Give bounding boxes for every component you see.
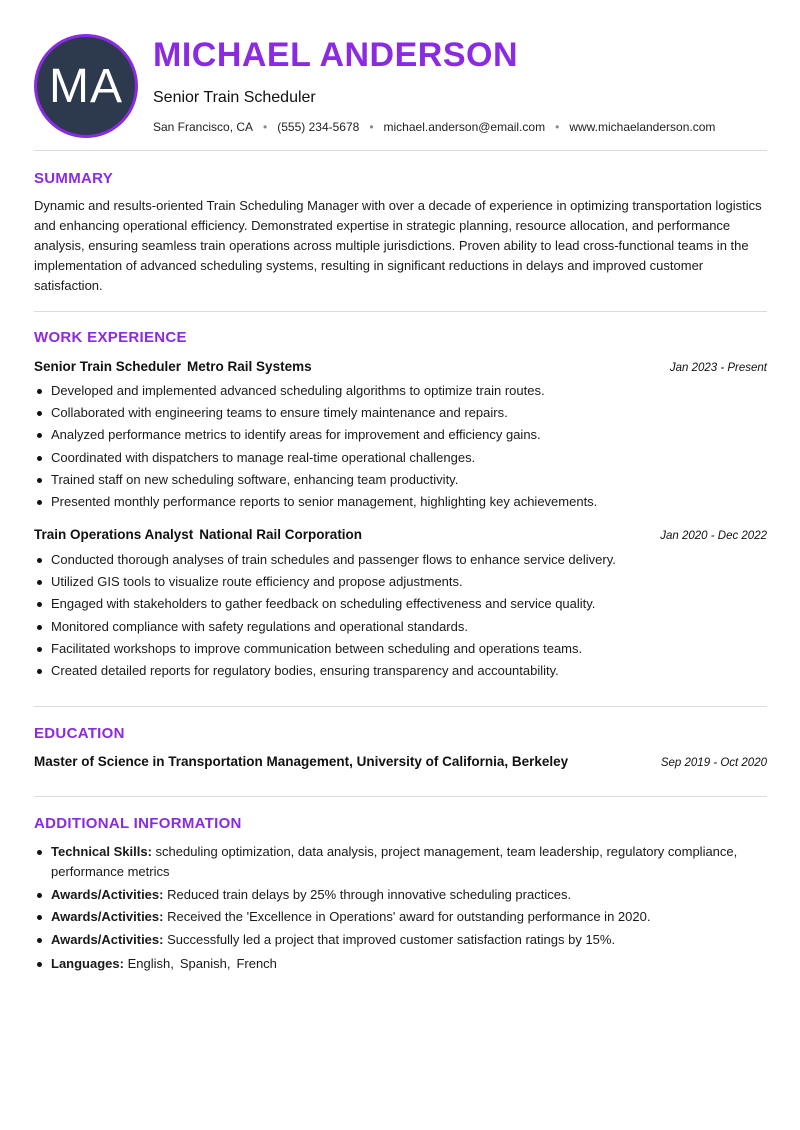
list-item: Monitored compliance with safety regulations and operational standards. xyxy=(34,616,767,638)
job-title xyxy=(34,359,312,374)
language: English, xyxy=(127,955,174,971)
summary-text: Dynamic and results-oriented Train Scheduling Manager with over a decade of experience in optimizing transportation logistics and enhancing operational efficiency. Demonstrated expertise in strategic planning, resource allocation, and performance analysis, ensuring seamless train operations across multiple jurisdictions. Proven ability to lead cross-functional teams in the implementation of advanced scheduling systems, resulting in significant reductions in delays and improved customer satisfaction. xyxy=(34,198,762,293)
job-company: National Rail Corporation xyxy=(199,527,363,542)
item-text: scheduling optimization, data analysis, project management, team leadership, regulatory compliance, performance metrics xyxy=(51,844,738,879)
item-text: Successfully led a project that improved customer satisfaction ratings by 15%. xyxy=(167,931,616,947)
contact-website[interactable]: www.michaelanderson.com xyxy=(569,120,716,134)
job-bullets xyxy=(34,380,767,513)
item-text: Reduced train delays by 25% through innovative scheduling practices. xyxy=(167,886,572,902)
languages-label: Languages: xyxy=(51,955,124,971)
additional-list xyxy=(34,842,767,976)
job-bullets xyxy=(34,549,767,682)
list-item: Facilitated workshops to improve communication between scheduling and operations teams. xyxy=(34,638,767,660)
contact-phone: (555) 234-5678 xyxy=(277,120,360,134)
avatar xyxy=(34,34,138,138)
divider xyxy=(34,150,767,151)
list-item: Coordinated with dispatchers to manage real-time operational challenges. xyxy=(34,447,767,469)
divider xyxy=(34,706,767,707)
list-item xyxy=(34,930,767,950)
item-text: Received the 'Excellence in Operations' award for outstanding performance in 2020. xyxy=(167,909,651,924)
language: French xyxy=(236,955,277,971)
candidate-name: MICHAEL ANDERSON xyxy=(153,36,519,74)
list-item: Presented monthly performance reports to senior management, highlighting key achievements. xyxy=(34,491,767,513)
experience-heading: WORK EXPERIENCE xyxy=(34,329,187,346)
bullet-separator: • xyxy=(369,120,374,134)
item-label: Awards/Activities: xyxy=(51,886,164,902)
job-dates: Jan 2020 - Dec 2022 xyxy=(660,530,767,542)
contact-bar xyxy=(153,120,753,134)
list-item xyxy=(34,842,767,882)
item-label: Awards/Activities: xyxy=(51,909,164,924)
job-dates: Jan 2023 - Present xyxy=(669,362,767,374)
avatar-initials: MA xyxy=(49,59,123,113)
job-position: Senior Train Scheduler xyxy=(34,359,182,374)
additional-heading: ADDITIONAL INFORMATION xyxy=(34,815,242,832)
list-item: Engaged with stakeholders to gather feedback on scheduling effectiveness and service quality. xyxy=(34,593,767,615)
item-label: Awards/Activities: xyxy=(51,931,164,947)
candidate-role: Senior Train Scheduler xyxy=(153,89,316,106)
contact-location: San Francisco, CA xyxy=(153,120,254,134)
bullet-separator: • xyxy=(263,120,268,134)
job-header xyxy=(34,359,767,374)
languages-item xyxy=(34,954,767,974)
language: Spanish, xyxy=(179,955,231,971)
divider xyxy=(34,796,767,797)
education-entry xyxy=(34,754,767,769)
list-item: Conducted thorough analyses of train schedules and passenger flows to enhance service delivery. xyxy=(34,549,767,571)
list-item: Utilized GIS tools to visualize route efficiency and propose adjustments. xyxy=(34,571,767,593)
education-heading: EDUCATION xyxy=(34,725,125,742)
summary-heading: SUMMARY xyxy=(34,170,114,187)
job-position: Train Operations Analyst xyxy=(34,527,194,542)
item-label: Technical Skills: xyxy=(51,844,152,859)
list-item: Created detailed reports for regulatory bodies, ensuring transparency and accountability. xyxy=(34,660,767,682)
list-item: Trained staff on new scheduling software, enhancing team productivity. xyxy=(34,469,767,491)
education-dates: Sep 2019 - Oct 2020 xyxy=(660,757,767,769)
education-degree: Master of Science in Transportation Management, University of California, Berkeley xyxy=(34,754,569,769)
job-header xyxy=(34,527,767,542)
list-item xyxy=(34,907,767,927)
job-company: Metro Rail Systems xyxy=(187,359,312,374)
list-item: Analyzed performance metrics to identify areas for improvement and efficiency gains. xyxy=(34,424,767,446)
bullet-separator: • xyxy=(555,120,560,134)
list-item: Collaborated with engineering teams to ensure timely maintenance and repairs. xyxy=(34,402,767,424)
contact-email[interactable]: michael.anderson@email.com xyxy=(383,120,546,134)
list-item xyxy=(34,885,767,905)
list-item: Developed and implemented advanced scheduling algorithms to optimize train routes. xyxy=(34,380,767,402)
divider xyxy=(34,311,767,312)
job-title xyxy=(34,527,362,542)
